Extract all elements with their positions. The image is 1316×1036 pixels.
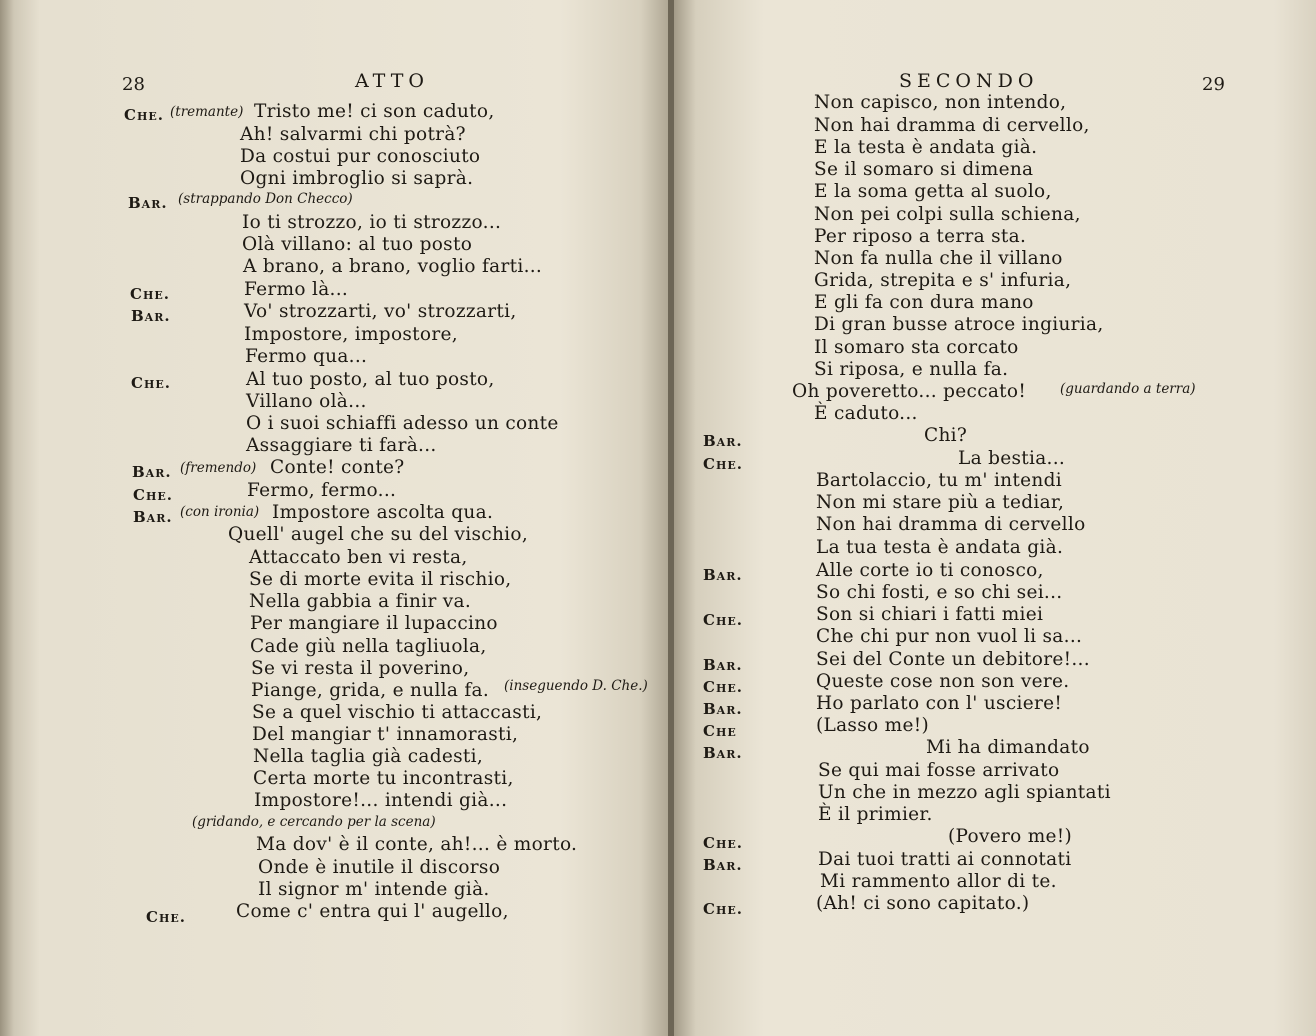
verse-line: Del mangiar t' innamorasti, (252, 724, 519, 745)
verse-line: (Povero me!) (948, 826, 1073, 847)
speaker-label: Che. (703, 455, 743, 473)
verse-line: Non capisco, non intendo, (814, 92, 1067, 113)
verse-line: Fermo là... (244, 279, 349, 300)
speaker-label: Bar. (131, 307, 171, 325)
speaker-label: Che. (703, 678, 743, 696)
verse-line: Ho parlato con l' usciere! (816, 693, 1063, 714)
right-page (674, 0, 1316, 1036)
speaker-label: Bar. (133, 508, 173, 526)
verse-line: Se a quel vischio ti attaccasti, (252, 702, 543, 723)
verse-line: Villano olà... (246, 391, 367, 412)
running-head: SECONDO (899, 70, 1039, 92)
verse-line: Nella taglia già cadesti, (253, 746, 484, 767)
verse-line: La tua testa è andata già. (816, 537, 1064, 558)
verse-line: Son si chiari i fatti miei (816, 604, 1044, 625)
verse-line: Nella gabbia a finir va. (249, 591, 472, 612)
verse-line: Piange, grida, e nulla fa. (251, 680, 490, 701)
speaker-label: Bar. (703, 856, 743, 874)
speaker-label: Che. (146, 908, 186, 926)
verse-line: Onde è inutile il discorso (258, 857, 501, 878)
verse-line: Bartolaccio, tu m' intendi (816, 470, 1062, 491)
verse-line: Oh poveretto... peccato! (792, 381, 1027, 402)
verse-line: Se qui mai fosse arrivato (818, 760, 1060, 781)
page-number: 29 (1202, 74, 1225, 95)
verse-line: Fermo qua... (245, 346, 368, 367)
verse-line: Impostore, impostore, (244, 324, 458, 345)
verse-line: Per mangiare il lupaccino (250, 613, 498, 634)
verse-line: Fermo, fermo... (247, 480, 397, 501)
verse-line: Si riposa, e nulla fa. (814, 359, 1009, 380)
verse-line: Mi rammento allor di te. (820, 871, 1057, 892)
speaker-label: Che. (703, 611, 743, 629)
speaker-label: Che. (703, 834, 743, 852)
verse-line: (Lasso me!) (816, 715, 929, 736)
verse-line: Grida, strepita e s' infuria, (814, 270, 1072, 291)
verse-line: Non fa nulla che il villano (814, 248, 1063, 269)
verse-line: Un che in mezzo agli spiantati (818, 782, 1111, 803)
verse-line: A brano, a brano, voglio farti... (243, 256, 543, 277)
verse-line: (Ah! ci sono capitato.) (816, 893, 1030, 914)
running-head: ATTO (355, 70, 429, 92)
verse-line: Certa morte tu incontrasti, (253, 768, 514, 789)
verse-line: Ma dov' è il conte, ah!... è morto. (256, 834, 578, 855)
verse-line: Mi ha dimandato (926, 737, 1090, 758)
stage-direction: (con ironia) (180, 504, 260, 520)
verse-line: E la testa è andata già. (814, 137, 1038, 158)
verse-line: Non hai dramma di cervello (816, 514, 1086, 535)
verse-line: Che chi pur non vuol li sa... (816, 626, 1083, 647)
speaker-label: Che. (124, 106, 164, 124)
verse-line: Non hai dramma di cervello, (814, 115, 1090, 136)
verse-line: Come c' entra qui l' augello, (236, 901, 509, 922)
verse-line: O i suoi schiaffi adesso un conte (246, 413, 559, 434)
verse-line: Quell' augel che su del vischio, (228, 524, 529, 545)
verse-line: Da costui pur conosciuto (240, 146, 481, 167)
verse-line: Di gran busse atroce ingiuria, (814, 314, 1104, 335)
speaker-label: Bar. (703, 566, 743, 584)
verse-line: Cade giù nella tagliuola, (250, 636, 487, 657)
verse-line: Se il somaro si dimena (814, 159, 1034, 180)
verse-line: Conte! conte? (270, 457, 405, 478)
speaker-label: Che. (133, 486, 173, 504)
verse-line: Al tuo posto, al tuo posto, (246, 369, 495, 390)
verse-line: Attaccato ben vi resta, (249, 547, 468, 568)
speaker-label: Bar. (703, 700, 743, 718)
verse-line: Io ti strozzo, io ti strozzo... (242, 212, 502, 233)
speaker-label: Bar. (703, 432, 743, 450)
verse-line: Queste cose non son vere. (816, 671, 1070, 692)
stage-direction: (inseguendo D. Che.) (504, 678, 648, 694)
verse-line: E gli fa con dura mano (814, 292, 1034, 313)
speaker-label: Bar. (703, 744, 743, 762)
verse-line: Se vi resta il poverino, (251, 658, 470, 679)
speaker-label: Bar. (703, 656, 743, 674)
verse-line: E la soma getta al suolo, (814, 181, 1052, 202)
stage-direction: (gridando, e cercando per la scena) (192, 814, 436, 830)
stage-direction: (guardando a terra) (1060, 381, 1196, 397)
verse-line: Ogni imbroglio si saprà. (240, 168, 474, 189)
verse-line: Non mi stare più a tediar, (816, 492, 1065, 513)
speaker-label: Che. (703, 900, 743, 918)
verse-line: Vo' strozzarti, vo' strozzarti, (244, 301, 517, 322)
verse-line: Dai tuoi tratti ai connotati (818, 849, 1072, 870)
verse-line: È il primier. (818, 804, 933, 825)
speaker-label: Bar. (128, 194, 168, 212)
speaker-label: Che. (131, 374, 171, 392)
speaker-label: Bar. (132, 463, 172, 481)
verse-line: Assaggiare ti farà... (246, 435, 437, 456)
stage-direction: (strappando Don Checco) (178, 191, 353, 207)
verse-line: So chi fosti, e so chi sei... (816, 582, 1063, 603)
verse-line: Se di morte evita il rischio, (249, 569, 512, 590)
verse-line: Olà villano: al tuo posto (242, 234, 473, 255)
stage-direction: (fremendo) (180, 460, 257, 476)
verse-line: Il somaro sta corcato (814, 337, 1019, 358)
speaker-label: Che. (130, 285, 170, 303)
stage-direction: (tremante) (170, 104, 244, 120)
verse-line: Impostore ascolta qua. (272, 502, 494, 523)
verse-line: Il signor m' intende già. (258, 879, 490, 900)
verse-line: Sei del Conte un debitore!... (816, 649, 1090, 670)
verse-line: Impostore!... intendi già... (254, 790, 508, 811)
verse-line: Alle corte io ti conosco, (816, 560, 1044, 581)
page-number: 28 (122, 74, 145, 95)
verse-line: La bestia... (958, 448, 1066, 469)
speaker-label: Che (703, 722, 737, 740)
verse-line: Per riposo a terra sta. (814, 226, 1027, 247)
verse-line: È caduto... (814, 403, 918, 424)
verse-line: Chi? (924, 425, 968, 446)
verse-line: Tristo me! ci son caduto, (254, 101, 495, 122)
verse-line: Ah! salvarmi chi potrà? (240, 124, 466, 145)
verse-line: Non pei colpi sulla schiena, (814, 204, 1081, 225)
